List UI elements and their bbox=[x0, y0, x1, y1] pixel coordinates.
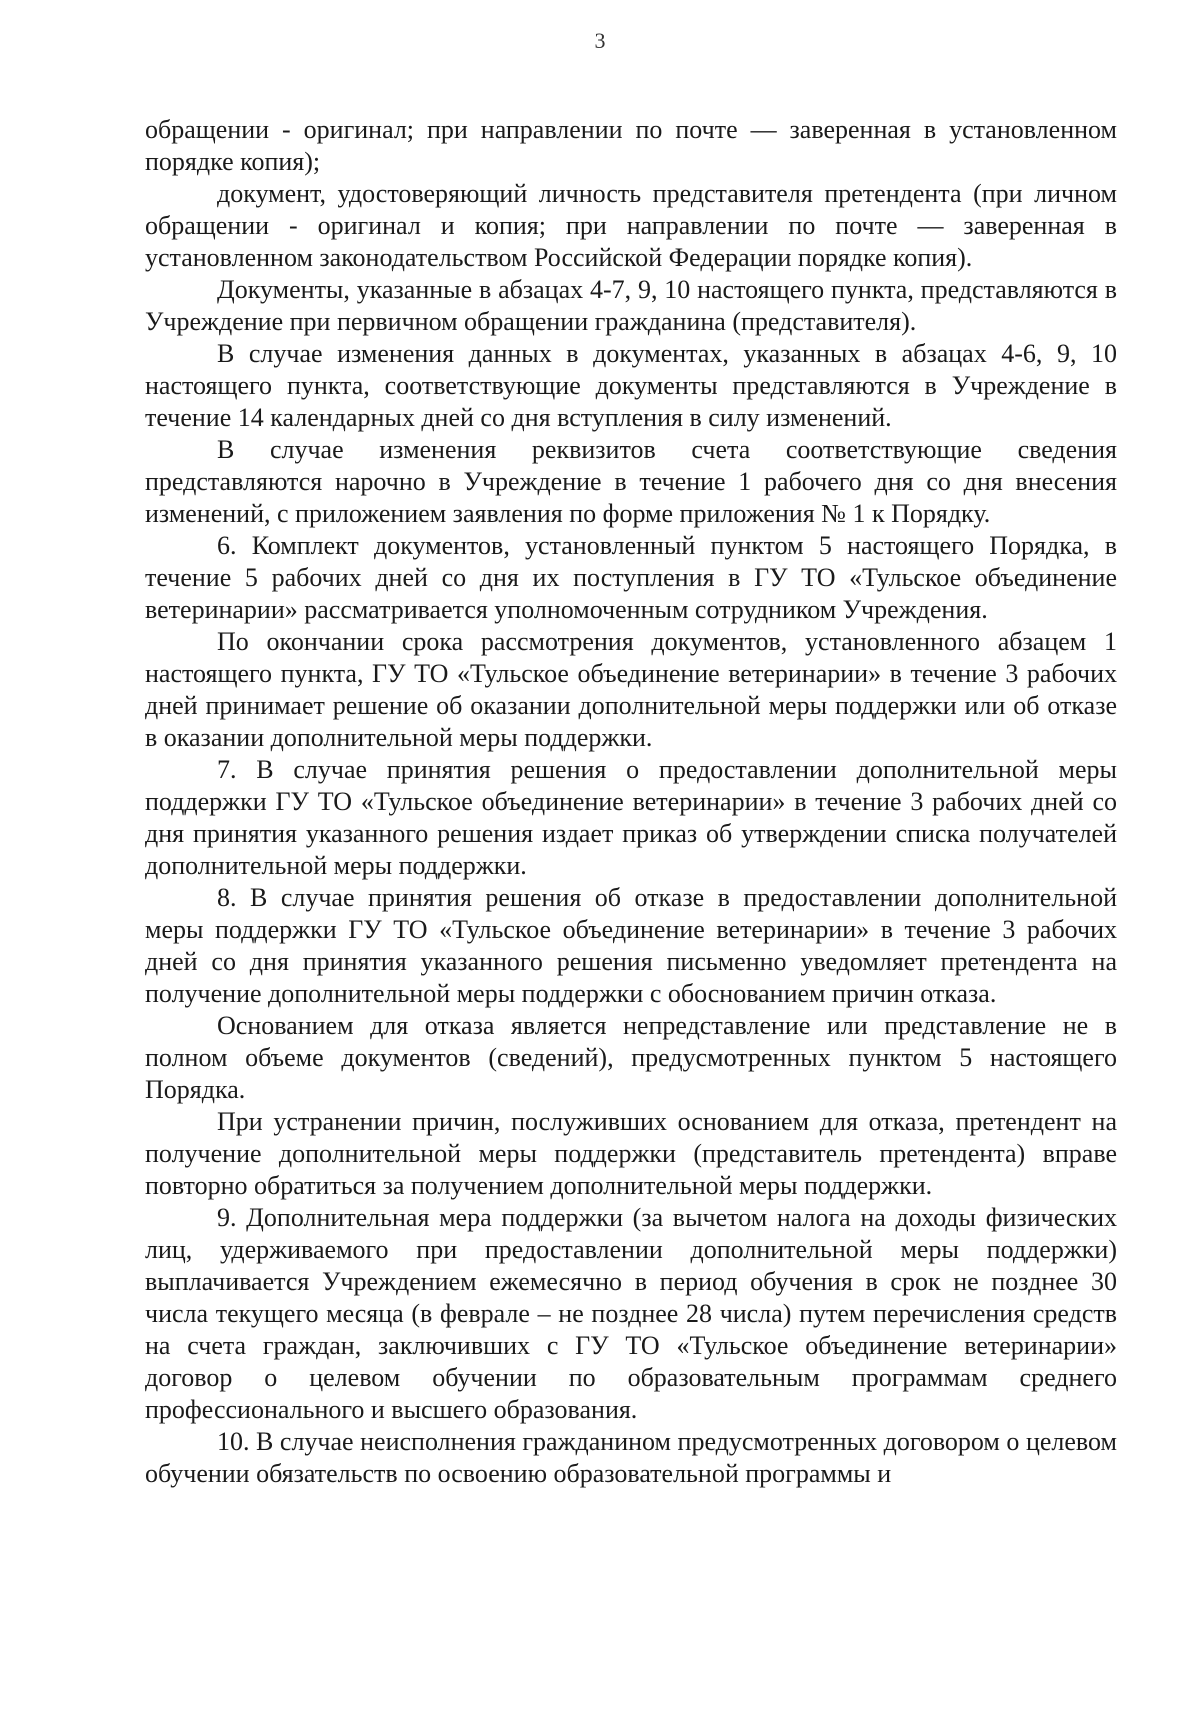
paragraph-11: При устранении причин, послуживших основанием для отказа, претендент на получение дополнительной меры поддержки (представитель претендента) вправе повторно обратиться за получением дополнительной меры поддержки. bbox=[145, 1107, 1117, 1200]
paragraph-3: Документы, указанные в абзацах 4-7, 9, 10 настоящего пункта, представляются в Учреждение при первичном обращении гражданина (представителя). bbox=[145, 275, 1117, 336]
paragraph-6: 6. Комплект документов, установленный пунктом 5 настоящего Порядка, в течение 5 рабочих дней со дня их поступления в ГУ ТО «Тульское объединение ветеринарии» рассматривается уполномоченным сотрудником Учреждения. bbox=[145, 531, 1117, 624]
paragraph-4: В случае изменения данных в документах, указанных в абзацах 4-6, 9, 10 настоящего пункта, соответствующие документы представляются в Учреждение в течение 14 календарных дней со дня вступления в силу изменений. bbox=[145, 339, 1117, 432]
paragraph-9: 8. В случае принятия решения об отказе в предоставлении дополнительной меры поддержки ГУ ТО «Тульское объединение ветеринарии» в течение 3 рабочих дней со дня принятия указанного решения письменно уведомляет претендента на получение дополнительной меры поддержки с обоснованием причин отказа. bbox=[145, 883, 1117, 1008]
paragraph-12: 9. Дополнительная мера поддержки (за вычетом налога на доходы физических лиц, удерживаемого при предоставлении дополнительной меры поддержки) выплачивается Учреждением ежемесячно в период обучения в срок не позднее 30 числа текущего месяца (в феврале – не позднее 28 числа) путем перечисления средств на счета граждан, заключивших с ГУ ТО «Тульское объединение ветеринарии» договор о целевом обучении по образовательным программам среднего профессионального и высшего образования. bbox=[145, 1203, 1117, 1424]
paragraph-8: 7. В случае принятия решения о предоставлении дополнительной меры поддержки ГУ ТО «Тульское объединение ветеринарии» в течение 3 рабочих дней со дня принятия указанного решения издает приказ об утверждении списка получателей дополнительной меры поддержки. bbox=[145, 755, 1117, 880]
paragraph-10: Основанием для отказа является непредставление или представление не в полном объеме документов (сведений), предусмотренных пунктом 5 настоящего Порядка. bbox=[145, 1011, 1117, 1104]
paragraph-13: 10. В случае неисполнения гражданином предусмотренных договором о целевом обучении обязательств по освоению образовательной программы и bbox=[145, 1427, 1117, 1488]
paragraph-2: документ, удостоверяющий личность представителя претендента (при личном обращении - оригинал и копия; при направлении по почте — заверенная в установленном законодательством Российской Федерации порядке копия). bbox=[145, 179, 1117, 272]
paragraph-7: По окончании срока рассмотрения документов, установленного абзацем 1 настоящего пункта, ГУ ТО «Тульское объединение ветеринарии» в течение 3 рабочих дней принимает решение об оказании дополнительной меры поддержки или об отказе в оказании дополнительной меры поддержки. bbox=[145, 627, 1117, 752]
page-number: 3 bbox=[594, 28, 606, 53]
document-body bbox=[145, 114, 1117, 1490]
paragraph-1: обращении - оригинал; при направлении по почте — заверенная в установленном порядке копия); bbox=[145, 115, 1117, 176]
paragraph-5: В случае изменения реквизитов счета соответствующие сведения представляются нарочно в Учреждение в течение 1 рабочего дня со дня внесения изменений, с приложением заявления по форме приложения № 1 к Порядку. bbox=[145, 435, 1117, 528]
